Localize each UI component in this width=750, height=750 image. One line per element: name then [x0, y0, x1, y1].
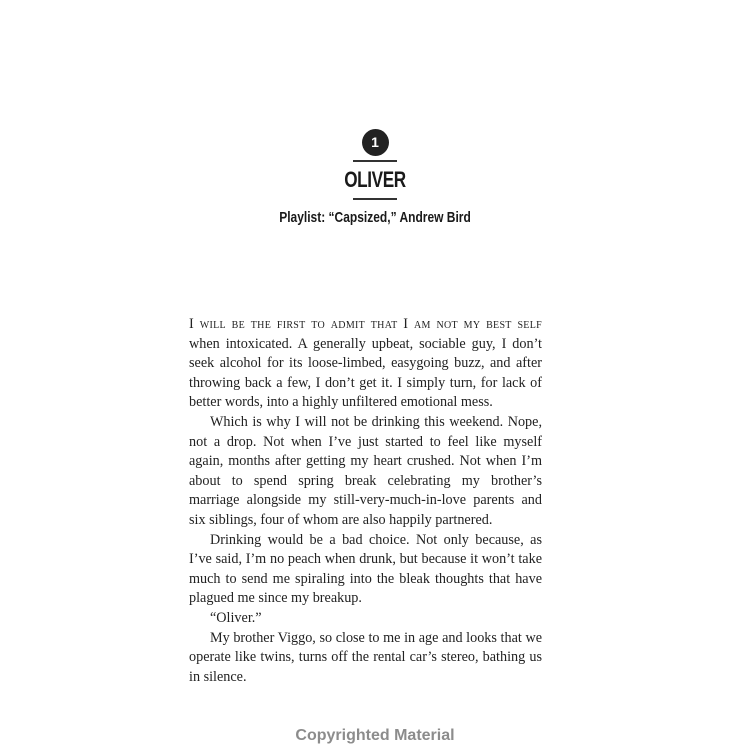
paragraph-5: My brother Viggo, so close to me in age and looks that we operate like twins, turns off the rental car’s stereo, bathing us in silence.: [189, 629, 542, 685]
title-rule-bottom: [353, 198, 397, 200]
paragraph-3: Drinking would be a bad choice. Not only because, as I’ve said, I’m no peach when drunk, but because it won’t take much to send me spiraling into the bleak thoughts that have plagued me since my breakup.: [189, 531, 542, 607]
opening-smallcaps: I will be the first to admit that I am not my best self: [189, 316, 542, 332]
chapter-title: OLIVER: [344, 167, 406, 192]
chapter-body: [189, 315, 542, 687]
paragraph-1: [189, 315, 542, 413]
title-rule-top: [353, 160, 397, 162]
paragraph-4: “Oliver.”: [210, 609, 262, 626]
chapter-header: [0, 129, 750, 227]
paragraph-2: Which is why I will not be drinking this weekend. Nope, not a drop. Not when I’ve just started to feel like myself again, months after getting my heart crushed. Not when I’m about to spend spring break celebrating my brother’s marriage alongside my still-very-much-in-love parents and six siblings, four of whom are also happily partnered.: [189, 413, 542, 528]
chapter-number-badge: 1: [362, 129, 389, 156]
paragraph-1-text: when intoxicated. A generally upbeat, sociable guy, I don’t seek alcohol for its loose-limbed, easygoing buzz, and after throwing back a few, I don’t get it. I simply turn, for lack of better words, into a highly unfiltered emotional mess.: [189, 335, 542, 411]
copyright-footer: Copyrighted Material: [295, 727, 455, 744]
chapter-playlist: Playlist: “Capsized,” Andrew Bird: [279, 209, 471, 226]
